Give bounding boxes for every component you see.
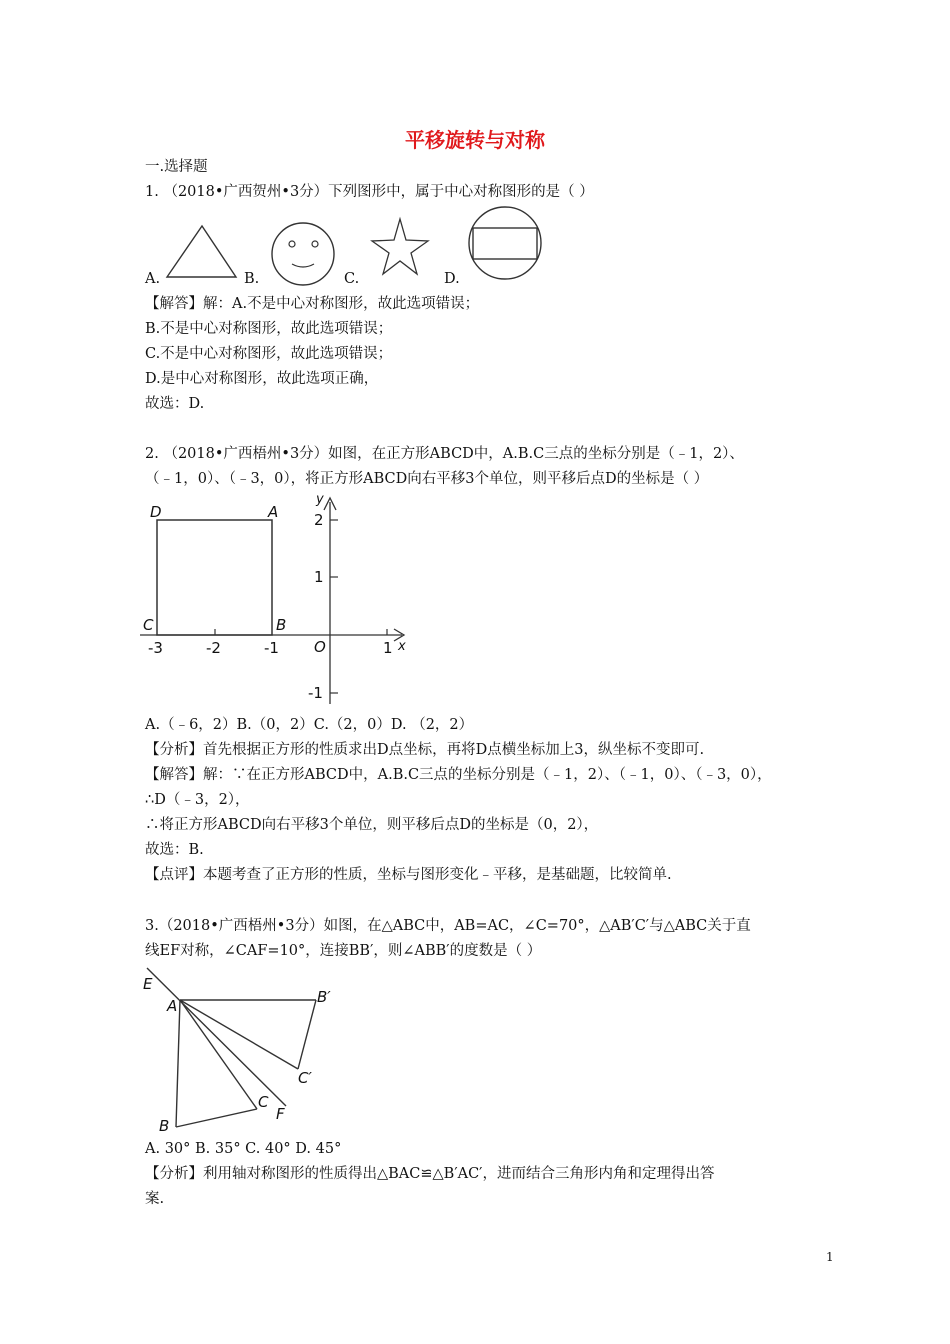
q3-analysis: 案. (145, 1191, 165, 1207)
label-a: A (268, 503, 279, 521)
origin-label: O (314, 638, 326, 656)
q1-option-b: B. (244, 271, 260, 287)
q2-comment: 【点评】本题考查了正方形的性质，坐标与图形变化﹣平移，是基础题，比较简单. (145, 867, 672, 883)
label-e: E (143, 975, 153, 993)
q2-stem: 2. （2018•广西梧州•3分）如图，在正方形ABCD中，A.B.C三点的坐标分别是（﹣1，2）、 (145, 446, 744, 462)
x-tick-label: -2 (206, 639, 221, 657)
line-ef (147, 968, 286, 1106)
section-heading: 一.选择题 (145, 159, 208, 175)
q3-stem: 3.（2018•广西梧州•3分）如图，在△ABC中，AB=AC，∠C=70°，△AB′C′与△ABC关于直 (145, 918, 751, 934)
q1-answer-line: B.不是中心对称图形，故此选项错误； (145, 321, 393, 337)
y-axis-label: y (316, 492, 324, 507)
q1-answer-line: C.不是中心对称图形，故此选项错误； (145, 346, 393, 362)
q2-answer-line: ∴D（﹣3，2）， (145, 792, 250, 808)
q3-options: A. 30° B. 35° C. 40° D. 45° (145, 1141, 342, 1157)
q2-answer-line: 故选：B. (145, 842, 204, 858)
square-abcd (157, 520, 272, 635)
x-tick-label: -3 (148, 639, 163, 657)
q2-stem: （﹣1，0）、（﹣3，0），将正方形ABCD向右平移3个单位，则平移后点D的坐标是（ ） (145, 471, 709, 487)
x-tick-label: 1 (383, 639, 393, 657)
q1-option-d: D. (444, 271, 460, 287)
x-tick-label: -1 (264, 639, 279, 657)
circle-rectangle-icon (469, 207, 541, 279)
q1-stem: 1. （2018•广西贺州•3分）下列图形中，属于中心对称图形的是（ ） (145, 184, 594, 200)
label-a: A (167, 997, 178, 1015)
label-b: B (159, 1117, 170, 1135)
q3-analysis: 【分析】利用轴对称图形的性质得出△BAC≌△B′AC′，进而结合三角形内角和定理得出答 (145, 1166, 715, 1182)
label-c: C (143, 616, 154, 634)
q1-answer-line: 故选：D. (145, 396, 205, 412)
y-tick-label: 1 (314, 568, 324, 586)
triangle-icon (167, 226, 236, 277)
y-tick-label: -1 (308, 684, 323, 702)
page-number: 1 (826, 1250, 834, 1264)
q1-answer-line: 【解答】解：A.不是中心对称图形，故此选项错误； (145, 296, 480, 312)
label-f: F (276, 1105, 285, 1123)
q3-stem: 线EF对称，∠CAF=10°，连接BB′，则∠ABB′的度数是（ ） (145, 943, 542, 959)
smiley-icon (272, 223, 334, 285)
label-c-prime: C′ (298, 1069, 312, 1087)
q2-coordinate-figure (140, 490, 420, 705)
star-icon (372, 219, 428, 274)
label-d: D (150, 503, 162, 521)
q2-analysis: 【分析】首先根据正方形的性质求出D点坐标，再将D点横坐标加上3，纵坐标不变即可. (145, 742, 705, 758)
q1-answer-line: D.是中心对称图形，故此选项正确， (145, 371, 379, 387)
q2-answer-line: ∴将正方形ABCD向右平移3个单位，则平移后点D的坐标是（0，2）， (145, 817, 599, 833)
x-axis-label: x (398, 639, 406, 654)
y-tick-label: 2 (314, 511, 324, 529)
q3-triangle-figure (140, 965, 350, 1135)
q1-option-c: C. (344, 271, 360, 287)
label-b: B (276, 616, 287, 634)
q2-answer-line: 【解答】解：∵在正方形ABCD中，A.B.C三点的坐标分别是（﹣1，2）、（﹣1，0）、（﹣3，0）， (145, 767, 772, 783)
label-c: C (258, 1093, 269, 1111)
q1-option-a: A. (145, 271, 161, 287)
page-title: 平移旋转与对称 (405, 128, 545, 152)
label-b-prime: B′ (317, 988, 331, 1006)
q2-options: A.（﹣6，2）B.（0，2）C.（2，0）D. （2，2） (145, 717, 474, 733)
